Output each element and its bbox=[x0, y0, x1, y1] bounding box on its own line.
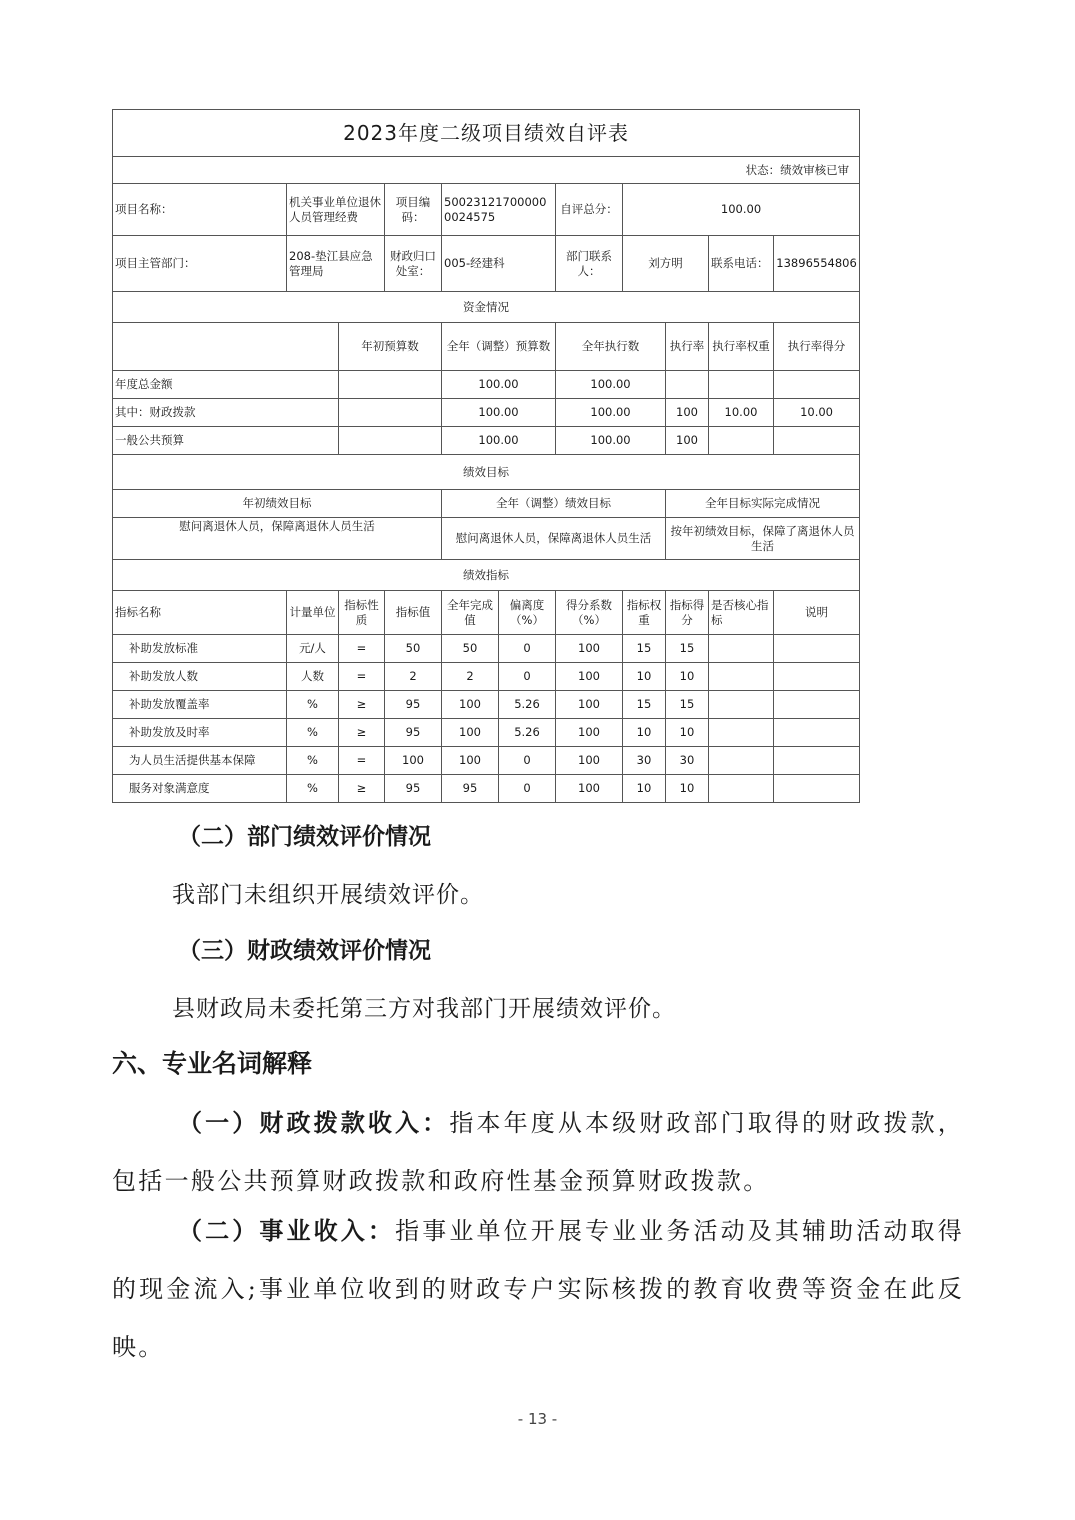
indicator-target: 50 bbox=[385, 635, 442, 663]
indicator-row bbox=[113, 747, 860, 775]
indicator-deviation: 5.26 bbox=[499, 691, 556, 719]
indicator-note bbox=[774, 635, 860, 663]
indicator-coef: 100 bbox=[556, 719, 623, 747]
funds-section-title: 资金情况 bbox=[113, 292, 860, 323]
indicator-coef: 100 bbox=[556, 635, 623, 663]
funds-row-adjusted: 100.00 bbox=[442, 371, 556, 399]
funds-row bbox=[113, 371, 860, 399]
indicator-name: 为人员生活提供基本保障 bbox=[113, 747, 287, 775]
indicator-deviation: 0 bbox=[499, 663, 556, 691]
indicator-weight: 30 bbox=[623, 747, 666, 775]
indicator-header-name: 指标名称 bbox=[113, 591, 287, 635]
phone-label: 联系电话： bbox=[709, 236, 774, 292]
self-score-label: 自评总分： bbox=[556, 184, 623, 236]
funds-row bbox=[113, 399, 860, 427]
indicator-score: 15 bbox=[666, 691, 709, 719]
funds-row-name: 一般公共预算 bbox=[113, 427, 339, 455]
indicator-deviation: 0 bbox=[499, 775, 556, 803]
dept-value: 208-垫江县应急管理局 bbox=[287, 236, 385, 292]
indicator-name: 补助发放人数 bbox=[113, 663, 287, 691]
indicator-row bbox=[113, 691, 860, 719]
indicator-weight: 15 bbox=[623, 691, 666, 719]
indicator-target: 100 bbox=[385, 747, 442, 775]
indicator-core bbox=[709, 635, 774, 663]
indicator-nature: ≥ bbox=[339, 775, 385, 803]
funds-row-initial bbox=[339, 427, 442, 455]
indicator-target: 95 bbox=[385, 719, 442, 747]
indicator-core bbox=[709, 747, 774, 775]
funds-row-initial bbox=[339, 399, 442, 427]
funds-header-executed: 全年执行数 bbox=[556, 323, 666, 371]
term2-paragraph bbox=[112, 1202, 964, 1376]
funds-row-score bbox=[774, 371, 860, 399]
indicator-nature: ≥ bbox=[339, 719, 385, 747]
indicator-weight: 15 bbox=[623, 635, 666, 663]
indicator-target: 95 bbox=[385, 691, 442, 719]
indicator-coef: 100 bbox=[556, 691, 623, 719]
goals-header-initial: 年初绩效目标 bbox=[113, 490, 442, 518]
indicator-note bbox=[774, 775, 860, 803]
self-score-value: 100.00 bbox=[623, 184, 860, 236]
indicator-note bbox=[774, 663, 860, 691]
performance-self-evaluation-table bbox=[112, 109, 860, 803]
funds-header-weight: 执行率权重 bbox=[709, 323, 774, 371]
dept-eval-heading: （二）部门绩效评价情况 bbox=[178, 823, 431, 850]
indicator-unit: % bbox=[287, 775, 339, 803]
table-title: 2023年度二级项目绩效自评表 bbox=[113, 110, 860, 157]
indicator-actual: 95 bbox=[442, 775, 499, 803]
finance-office-label: 财政归口处室： bbox=[385, 236, 442, 292]
indicator-name: 补助发放标准 bbox=[113, 635, 287, 663]
phone-value: 13896554806 bbox=[774, 236, 860, 292]
indicator-weight: 10 bbox=[623, 663, 666, 691]
indicator-unit: % bbox=[287, 747, 339, 775]
funds-row-adjusted: 100.00 bbox=[442, 427, 556, 455]
goals-value-actual: 按年初绩效目标，保障了离退休人员生活 bbox=[666, 518, 860, 560]
indicator-name: 补助发放覆盖率 bbox=[113, 691, 287, 719]
goals-header-adjusted: 全年（调整）绩效目标 bbox=[442, 490, 666, 518]
contact-label: 部门联系人： bbox=[556, 236, 623, 292]
term1-label: （一）财政拨款收入： bbox=[178, 1108, 450, 1137]
indicator-target: 95 bbox=[385, 775, 442, 803]
term1-paragraph bbox=[112, 1094, 964, 1210]
goals-header-actual: 全年目标实际完成情况 bbox=[666, 490, 860, 518]
project-name-label: 项目名称： bbox=[113, 184, 287, 236]
indicator-unit: 人数 bbox=[287, 663, 339, 691]
funds-header-initial: 年初预算数 bbox=[339, 323, 442, 371]
dept-eval-text: 我部门未组织开展绩效评价。 bbox=[172, 882, 484, 908]
funds-header-score: 执行率得分 bbox=[774, 323, 860, 371]
indicator-name: 补助发放及时率 bbox=[113, 719, 287, 747]
funds-row-score: 10.00 bbox=[774, 399, 860, 427]
page-number: - 13 - bbox=[517, 1410, 558, 1428]
indicator-actual: 50 bbox=[442, 635, 499, 663]
indicator-row bbox=[113, 719, 860, 747]
indicator-target: 2 bbox=[385, 663, 442, 691]
indicator-unit: 元/人 bbox=[287, 635, 339, 663]
funds-row-executed: 100.00 bbox=[556, 427, 666, 455]
funds-row-rate bbox=[666, 371, 709, 399]
indicator-header-actual: 全年完成值 bbox=[442, 591, 499, 635]
indicator-header-deviation: 偏离度（%） bbox=[499, 591, 556, 635]
indicator-note bbox=[774, 719, 860, 747]
funds-row-name: 其中：财政拨款 bbox=[113, 399, 339, 427]
funds-header-adjusted: 全年（调整）预算数 bbox=[442, 323, 556, 371]
indicator-core bbox=[709, 663, 774, 691]
funds-row-weight: 10.00 bbox=[709, 399, 774, 427]
goals-value-initial: 慰问离退休人员，保障离退休人员生活 bbox=[113, 518, 442, 560]
indicator-deviation: 0 bbox=[499, 747, 556, 775]
indicator-row bbox=[113, 635, 860, 663]
indicator-coef: 100 bbox=[556, 747, 623, 775]
goals-section-title: 绩效目标 bbox=[113, 455, 860, 490]
project-code-label: 项目编码： bbox=[385, 184, 442, 236]
indicator-actual: 2 bbox=[442, 663, 499, 691]
indicator-core bbox=[709, 775, 774, 803]
goals-value-adjusted: 慰问离退休人员，保障离退休人员生活 bbox=[442, 518, 666, 560]
indicator-note bbox=[774, 691, 860, 719]
indicator-coef: 100 bbox=[556, 663, 623, 691]
fin-eval-text: 县财政局未委托第三方对我部门开展绩效评价。 bbox=[172, 996, 676, 1022]
funds-row-executed: 100.00 bbox=[556, 399, 666, 427]
indicator-row bbox=[113, 663, 860, 691]
indicator-unit: % bbox=[287, 691, 339, 719]
indicator-header-unit: 计量单位 bbox=[287, 591, 339, 635]
indicator-weight: 10 bbox=[623, 719, 666, 747]
project-name-value: 机关事业单位退休人员管理经费 bbox=[287, 184, 385, 236]
funds-header-empty bbox=[113, 323, 339, 371]
indicator-header-score: 指标得分 bbox=[666, 591, 709, 635]
funds-row-score bbox=[774, 427, 860, 455]
indicator-core bbox=[709, 719, 774, 747]
term2-text: 指事业单位开展专业业务活动及其辅助活动取得的现金流入;事业单位收到的财政专户实际核拨的教育收费等资金在此反映。 bbox=[112, 1217, 964, 1361]
indicator-nature: = bbox=[339, 635, 385, 663]
contact-value: 刘方明 bbox=[623, 236, 709, 292]
term1-text: 指本年度从本级财政部门取得的财政拨款，包括一般公共预算财政拨款和政府性基金预算财政拨款。 bbox=[112, 1109, 965, 1195]
funds-row-executed: 100.00 bbox=[556, 371, 666, 399]
indicator-score: 10 bbox=[666, 775, 709, 803]
indicator-score: 15 bbox=[666, 635, 709, 663]
indicator-coef: 100 bbox=[556, 775, 623, 803]
fin-eval-heading: （三）财政绩效评价情况 bbox=[178, 937, 431, 964]
funds-row-rate: 100 bbox=[666, 399, 709, 427]
funds-row-weight bbox=[709, 371, 774, 399]
project-code-value: 500231217000000024575 bbox=[442, 184, 556, 236]
indicator-header-target: 指标值 bbox=[385, 591, 442, 635]
indicator-nature: = bbox=[339, 663, 385, 691]
indicator-row bbox=[113, 775, 860, 803]
indicator-deviation: 0 bbox=[499, 635, 556, 663]
indicator-weight: 10 bbox=[623, 775, 666, 803]
indicator-score: 30 bbox=[666, 747, 709, 775]
indicators-section-title: 绩效指标 bbox=[113, 560, 860, 591]
indicator-nature: = bbox=[339, 747, 385, 775]
indicator-header-note: 说明 bbox=[774, 591, 860, 635]
funds-row-name: 年度总金额 bbox=[113, 371, 339, 399]
indicator-header-weight: 指标权重 bbox=[623, 591, 666, 635]
indicator-actual: 100 bbox=[442, 691, 499, 719]
indicator-actual: 100 bbox=[442, 719, 499, 747]
indicator-deviation: 5.26 bbox=[499, 719, 556, 747]
indicator-header-coef: 得分系数（%） bbox=[556, 591, 623, 635]
indicator-score: 10 bbox=[666, 719, 709, 747]
funds-row-rate: 100 bbox=[666, 427, 709, 455]
indicator-nature: ≥ bbox=[339, 691, 385, 719]
term2-label: （二）事业收入： bbox=[178, 1216, 396, 1245]
indicator-header-nature: 指标性质 bbox=[339, 591, 385, 635]
funds-row-weight bbox=[709, 427, 774, 455]
indicator-core bbox=[709, 691, 774, 719]
finance-office-value: 005-经建科 bbox=[442, 236, 556, 292]
dept-label: 项目主管部门： bbox=[113, 236, 287, 292]
funds-row-initial bbox=[339, 371, 442, 399]
indicator-note bbox=[774, 747, 860, 775]
indicator-score: 10 bbox=[666, 663, 709, 691]
funds-row-adjusted: 100.00 bbox=[442, 399, 556, 427]
indicator-name: 服务对象满意度 bbox=[113, 775, 287, 803]
status-label: 状态：绩效审核已审 bbox=[113, 157, 860, 184]
indicator-actual: 100 bbox=[442, 747, 499, 775]
funds-row bbox=[113, 427, 860, 455]
funds-header-rate: 执行率 bbox=[666, 323, 709, 371]
indicator-unit: % bbox=[287, 719, 339, 747]
indicator-header-core: 是否核心指标 bbox=[709, 591, 774, 635]
glossary-heading: 六、专业名词解释 bbox=[112, 1049, 313, 1078]
